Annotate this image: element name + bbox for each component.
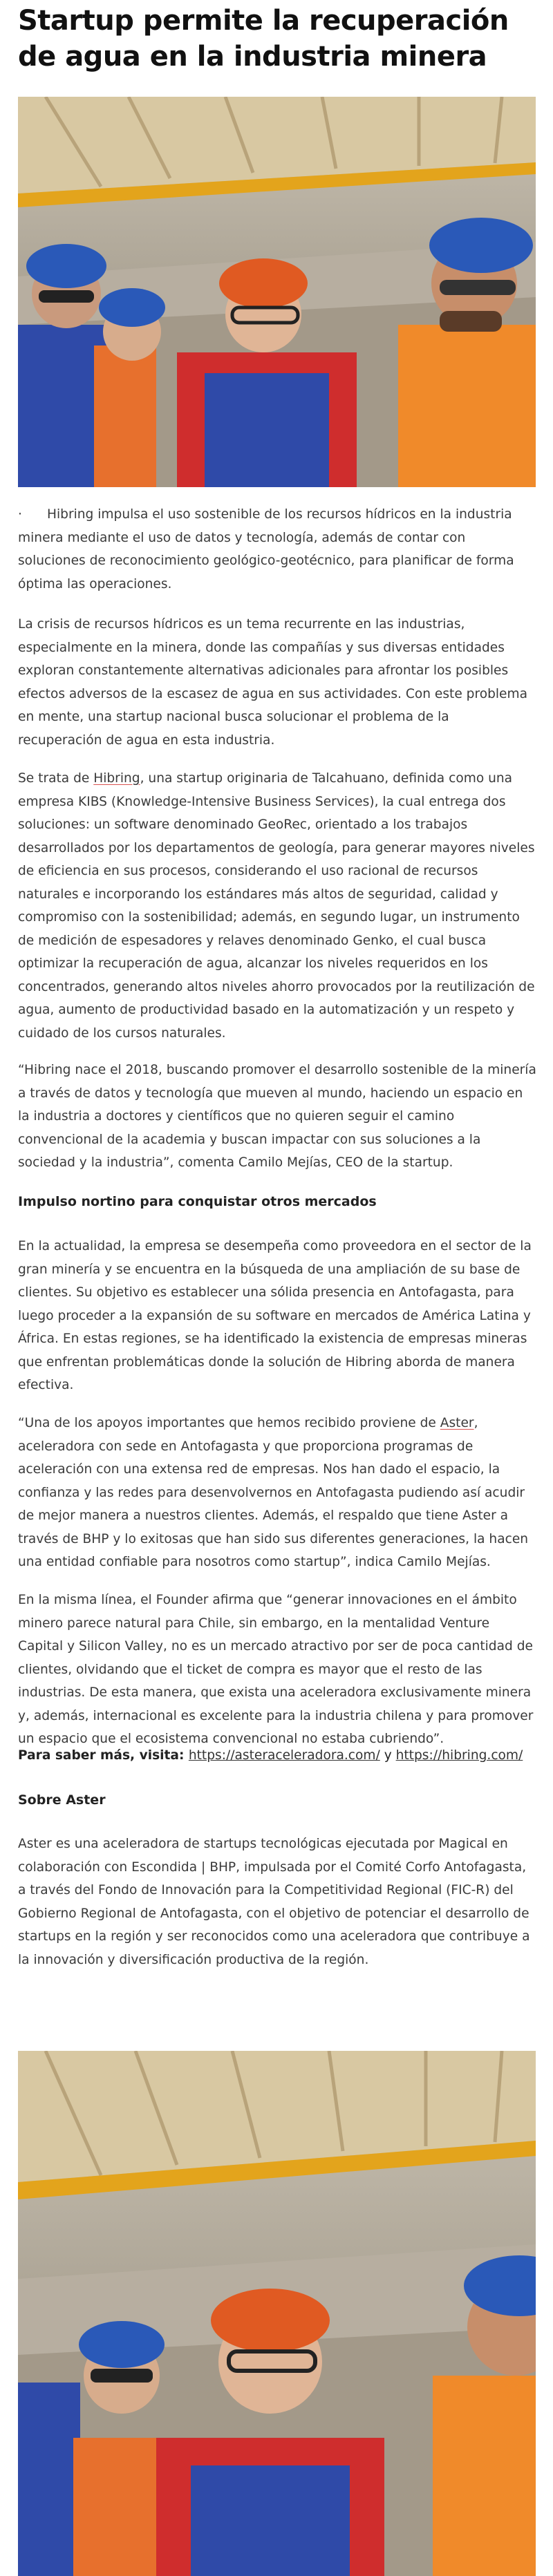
subheading-sobre-aster: Sobre Aster	[18, 1792, 106, 1808]
intro-bullet	[18, 503, 536, 596]
paragraph-about-aster: Aster es una aceleradora de startups tecnológicas ejecutada por Magical en colaboración con Escondida | BHP, impulsada por el Comité Corfo Antofagasta, a través del Fondo de Innovación para la Competitividad Regional (FIC-R) del Gobierno Regional de Antofagasta, con el objetivo de potenciar el desarrollo de startups en la región y ser reconocidos como una aceleradora que contribuye a la innovación y diversificación productiva de la región.	[18, 1837, 530, 1967]
hibring-link[interactable]: Hibring	[93, 771, 140, 786]
intro-text: Hibring impulsa el uso sostenible de los recursos hídricos en la industria minera mediante el uso de datos y tecnología, además de contar con soluciones de reconocimiento geológico-geotécnico, para planificar de forma óptima las operaciones.	[18, 507, 514, 591]
team-photo-2	[18, 2051, 536, 2576]
paragraph-aster-quote: “Una de los apoyos importantes que hemos recibido proviene de Aster, aceleradora con sede en Antofagasta y que proporciona programas de aceleración con una extensa red de empresas. Nos han dado el espacio, la confianza y las redes para desenvolvernos en Antofagasta pudiendo así acudir de mejor manera a nuestros clientes. Además, el respaldo que tiene Aster a través de BHP y lo exitosas que han sido sus diferentes generaciones, la hacen una entidad confiable para nosotros como startup”, indica Camilo Mejías.	[18, 1416, 529, 1569]
paragraph-quote-ceo: “Hibring nace el 2018, buscando promover el desarrollo sostenible de la minería a través de datos y tecnología que mueven al mundo, haciendo un espacio en la industria a doctores y científicos que no quieren seguir el camino convencional de la academia y buscan impactar con sus soluciones a la sociedad y la industria”, comenta Camilo Mejías, CEO de la startup.	[18, 1063, 536, 1170]
paragraph-crisis: La crisis de recursos hídricos es un tema recurrente en las industrias, especialmente en la minera, donde las compañías y sus diversas entidades exploran constantemente alternativas adicionales para afrontar los posibles efectos adversos de la escasez de agua en sus actividades. Con este problema en mente, una startup nacional busca solucionar el problema de la recuperación de agua en esta industria.	[18, 617, 528, 748]
subheading-impulso: Impulso nortino para conquistar otros mercados	[18, 1194, 377, 1209]
paragraph-hibring: Se trata de Hibring, una startup originaria de Talcahuano, definida como una empresa KIBS (Knowledge-Intensive Business Services), la cual entrega dos soluciones: un software denominado GeoRec, orientado a los trabajos desarrollados por los departamentos de geología, para generar mayores niveles de eficiencia en sus procesos, considerando el uso racional de recursos naturales e incorporando los estándares más altos de seguridad, calidad y compromiso con la sostenibilidad; además, en segundo lugar, un instrumento de medición de espesadores y relaves denominado Genko, el cual busca optimizar la recuperación de agua, alcanzar los niveles requeridos en los concentrados, generando altos niveles ahorro provocados por la reutilización de agua, aumento de productividad basado en la automatización y un respeto y cuidado de los cursos naturales.	[18, 771, 535, 1041]
aster-url-link[interactable]: https://asteraceleradora.com/	[188, 1748, 380, 1763]
paragraph-market: En la actualidad, la empresa se desempeña como proveedora en el sector de la gran minería y se encuentra en la búsqueda de una ampliación de su base de clientes. Su objetivo es establecer una sólida presencia en Antofagasta, para luego proceder a la expansión de su software en mercados de América Latina y África. En estas regiones, se ha identificado la existencia de empresas mineras que enfrentan problemáticas donde la solución de Hibring aborda de manera efectiva.	[18, 1239, 532, 1392]
hibring-url-link[interactable]: https://hibring.com/	[395, 1748, 523, 1763]
article-title: Startup permite la recuperación de agua en la industria minera	[18, 5, 509, 73]
paragraph-founder: En la misma línea, el Founder afirma que “generar innovaciones en el ámbito minero parece natural para Chile, sin embargo, en la mentalidad Venture Capital y Silicon Valley, no es un mercado atractivo por ser de poca cantidad de clientes, olvidando que el ticket de compra es mayor que el resto de las industrias. De esta manera, que exista una aceleradora exclusivamente minera y, además, internacional es excelente para la industria chilena y para promover un espacio que el ecosistema convencional no estaba cubriendo”.	[18, 1593, 534, 1746]
aster-link[interactable]: Aster	[440, 1416, 474, 1430]
bullet-icon: ·	[18, 507, 22, 522]
team-photo	[18, 97, 536, 487]
more-info: Para saber más, visita: https://asteraceleradora.com/ y https://hibring.com/	[18, 1748, 523, 1763]
